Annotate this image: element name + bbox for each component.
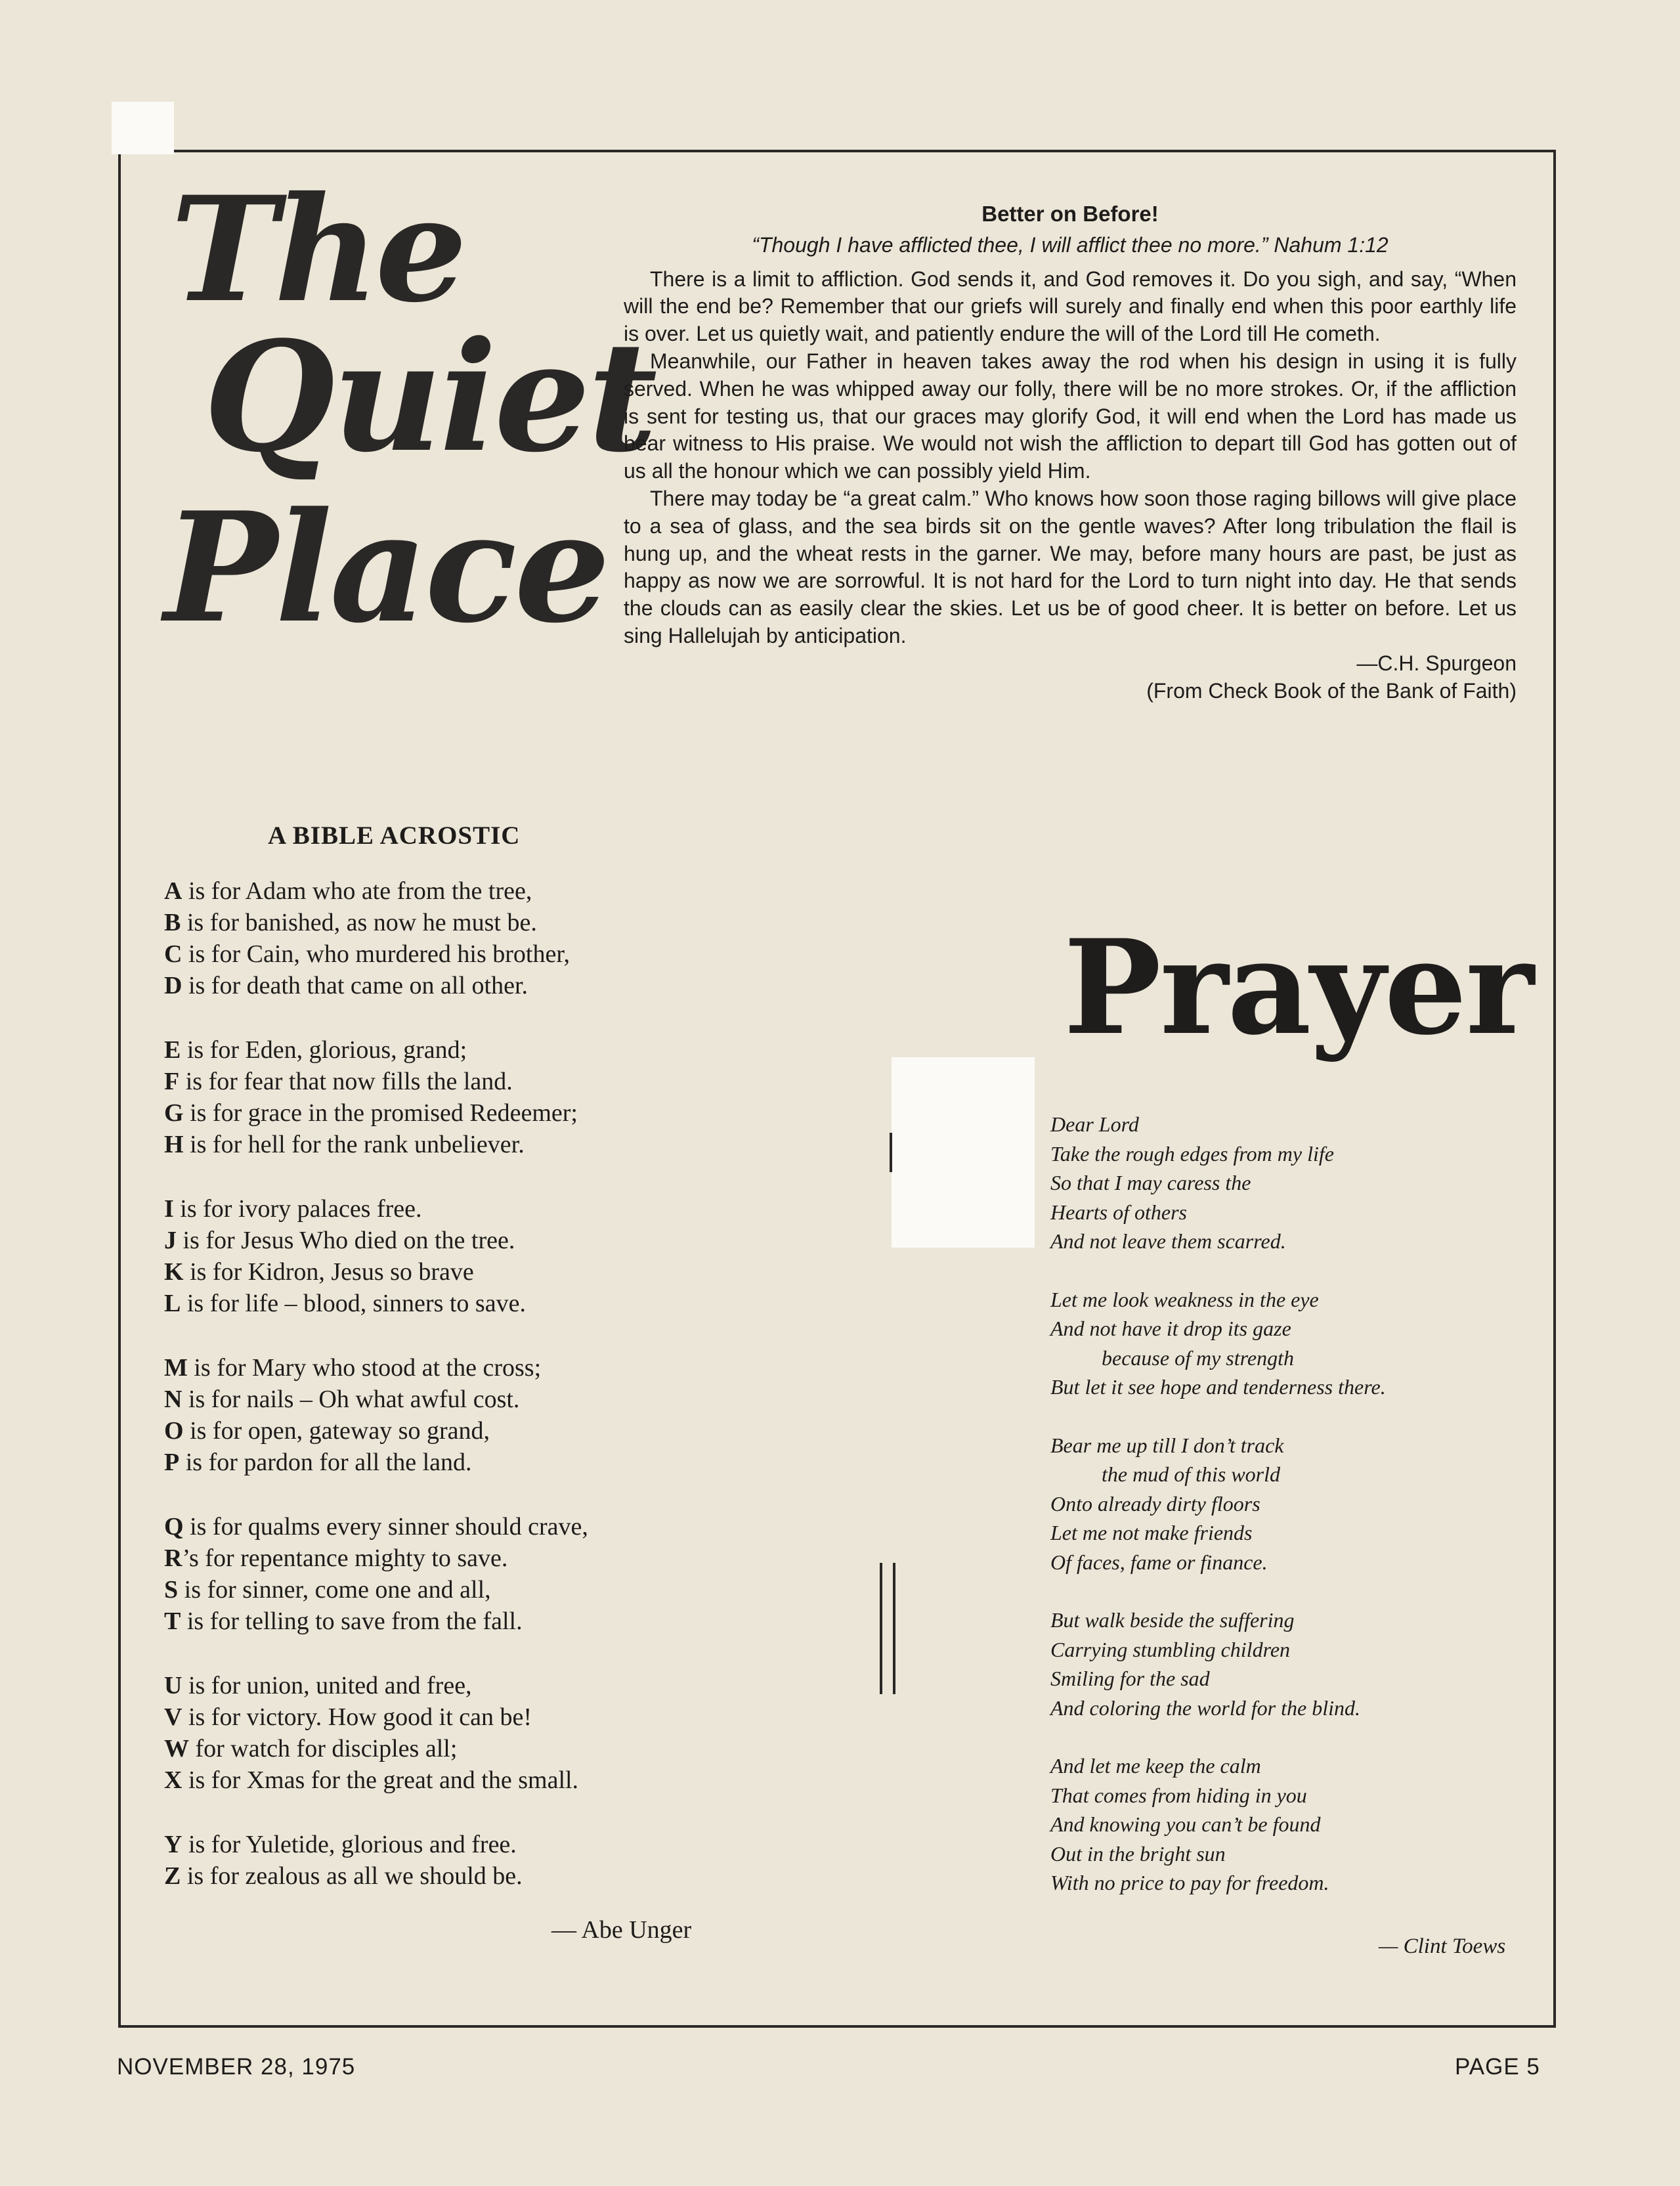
acrostic-text: is for zealous as all we should be.: [181, 1862, 523, 1890]
poem-line: the mud of this world: [1102, 1462, 1281, 1486]
devotional-paragraph: Meanwhile, our Father in heaven takes away the rod when his design in using it is fully served. When he was whipped away our folly, there will be no more strokes. Or, if the affliction is sent for testing us, that our graces may glorify God, it will end when the Lord has made us bear witness to His praise. We would not wish the affliction to depart till God has gotten out of us all the honour which we can possibly yield Him.: [624, 349, 1517, 483]
poem-line: Let me look weakness in the eye: [1050, 1287, 1319, 1311]
devotional-signature: —C.H. Spurgeon: [1356, 651, 1517, 675]
rule-mark: [890, 1133, 892, 1172]
poem-line: And let me keep the calm: [1050, 1754, 1261, 1778]
acrostic-text: is for ivory palaces free.: [173, 1195, 422, 1223]
prayer-author: — Clint Toews: [1379, 1935, 1506, 1958]
poem-line: Let me not make friends: [1050, 1521, 1253, 1544]
acrostic-line: [164, 1415, 755, 1447]
acrostic-letter: U: [164, 1672, 183, 1699]
poem-line: Smiling for the sad: [1050, 1667, 1210, 1690]
acrostic-line: [164, 1034, 755, 1066]
devotional-title: Better on Before!: [981, 202, 1159, 226]
devotional-paragraph: There may today be “a great calm.” Who knows how soon those raging billows will give place to a sea of glass, and the sea birds sit on the gentle waves? After long tribulation the flail is hung up, and the wheat rests in the garner. We may, before many hours are past, be just as happy as now we are sorrowful. It is not hard for the Lord to turn night into day. He that sends the clouds can as easily clear the skies. Let us be of good cheer. It is better on before. Let us sing Hallelujah by anticipation.: [624, 486, 1517, 647]
acrostic-letter: M: [164, 1354, 188, 1382]
acrostic-line: [164, 1097, 755, 1129]
acrostic-line: [164, 1129, 755, 1160]
poem-line: Carrying stumbling children: [1050, 1637, 1291, 1661]
poem-line: because of my strength: [1102, 1345, 1294, 1370]
poem-line: And not have it drop its gaze: [1050, 1317, 1291, 1340]
acrostic-line: [164, 1670, 755, 1701]
acrostic-letter: J: [164, 1227, 177, 1254]
poem-stanza: [1050, 1431, 1523, 1577]
acrostic-letter: W: [164, 1735, 189, 1762]
acrostic-letter: Y: [164, 1831, 183, 1858]
masthead-line-place: Place: [164, 479, 608, 657]
acrostic-text: is for telling to save from the fall.: [181, 1607, 523, 1635]
acrostic-text: is for nails – Oh what awful cost.: [182, 1386, 520, 1413]
acrostic-line: [164, 1447, 755, 1478]
poem-stanza: [1050, 1110, 1523, 1256]
bible-acrostic: [164, 821, 755, 1944]
acrostic-author: — Abe Unger: [551, 1916, 692, 1944]
acrostic-letter: X: [164, 1766, 183, 1794]
poem-line: Take the rough edges from my life: [1050, 1141, 1334, 1166]
acrostic-text: is for banished, as now he must be.: [181, 909, 537, 936]
poem-line: And knowing you can’t be found: [1050, 1812, 1321, 1836]
poem-line: That comes from hiding in you: [1050, 1783, 1307, 1807]
poem-line: So that I may caress the: [1050, 1171, 1251, 1194]
masthead-the-quiet-place: [164, 164, 655, 657]
acrostic-letter: Q: [164, 1513, 184, 1541]
poem-line: Onto already dirty floors: [1050, 1491, 1260, 1516]
poem-line: Hearts of others: [1050, 1200, 1187, 1224]
acrostic-letter: O: [164, 1417, 184, 1445]
devotional-source: (From Check Book of the Bank of Faith): [1146, 678, 1517, 703]
acrostic-text: is for Xmas for the great and the small.: [182, 1766, 579, 1794]
acrostic-text: is for open, gateway so grand,: [183, 1417, 490, 1445]
acrostic-line: [164, 938, 755, 970]
acrostic-text: is for Adam who ate from the tree,: [182, 877, 532, 905]
acrostic-letter: G: [164, 1099, 184, 1127]
acrostic-letter: F: [164, 1068, 180, 1095]
acrostic-text: is for Yuletide, glorious and free.: [182, 1831, 517, 1858]
acrostic-letter: N: [164, 1386, 183, 1413]
acrostic-letter: B: [164, 909, 181, 936]
acrostic-text: is for Kidron, Jesus so brave: [183, 1258, 474, 1286]
acrostic-line: [164, 1225, 755, 1256]
acrostic-stanza: [164, 1829, 755, 1892]
poem-line: Dear Lord: [1050, 1112, 1139, 1136]
acrostic-letter: D: [164, 972, 183, 999]
rule-line: [893, 1563, 895, 1694]
poem-stanza: [1050, 1751, 1523, 1898]
acrostic-stanza: [164, 1670, 755, 1796]
acrostic-letter: E: [164, 1036, 181, 1064]
acrostic-stanza: [164, 1034, 755, 1160]
acrostic-letter: H: [164, 1131, 184, 1158]
poem-line: Out in the bright sun: [1050, 1841, 1226, 1866]
acrostic-text: is for Jesus Who died on the tree.: [177, 1227, 515, 1254]
acrostic-letter: A: [164, 877, 183, 905]
double-rule: [880, 1563, 895, 1694]
poem-stanza: [1050, 1285, 1523, 1402]
acrostic-text: is for Eden, glorious, grand;: [181, 1036, 467, 1064]
acrostic-letter: S: [164, 1576, 179, 1604]
poem-line: Of faces, fame or finance.: [1050, 1550, 1268, 1574]
acrostic-text: is for Cain, who murdered his brother,: [182, 940, 570, 968]
acrostic-line: [164, 1511, 755, 1542]
acrostic-line: [164, 1193, 755, 1225]
acrostic-text: is for grace in the promised Redeemer;: [183, 1099, 578, 1127]
acrostic-line: [164, 1829, 755, 1860]
acrostic-line: [164, 1574, 755, 1606]
poem-line: But let it see hope and tenderness there.: [1050, 1375, 1386, 1399]
acrostic-line: [164, 1733, 755, 1764]
acrostic-letter: K: [164, 1258, 184, 1286]
devotional-verse: “Though I have afflicted thee, I will afflict thee no more.” Nahum 1:12: [752, 232, 1389, 257]
acrostic-letter: L: [164, 1290, 181, 1317]
acrostic-line: [164, 1256, 755, 1288]
acrostic-text: is for union, united and free,: [182, 1672, 472, 1699]
acrostic-line: [164, 875, 755, 907]
acrostic-line: [164, 1701, 755, 1733]
acrostic-text: ’s for repentance mighty to save.: [182, 1544, 508, 1572]
acrostic-text: is for hell for the rank unbeliever.: [183, 1131, 525, 1158]
acrostic-text: is for qualms every sinner should crave,: [183, 1513, 588, 1541]
poem-line: Bear me up till I don’t track: [1050, 1433, 1284, 1457]
page-number: PAGE 5: [1455, 2054, 1540, 2080]
acrostic-stanza: [164, 1352, 755, 1478]
acrostic-text: is for sinner, come one and all,: [178, 1576, 491, 1604]
acrostic-line: [164, 1606, 755, 1637]
acrostic-stanza: [164, 1511, 755, 1637]
acrostic-text: is for pardon for all the land.: [179, 1449, 472, 1476]
poem-line: But walk beside the suffering: [1050, 1608, 1295, 1632]
acrostic-letter: P: [164, 1449, 180, 1476]
acrostic-text: is for death that came on all other.: [182, 972, 528, 999]
acrostic-text: is for fear that now fills the land.: [179, 1068, 513, 1095]
devotional-paragraph: There is a limit to affliction. God sends it, and God removes it. Do you sigh, and say, “When will the end be? Remember that our griefs will surely and finally end when this poor earthly life is over. Let us quietly wait, and patiently endure the will of the Lord till He cometh.: [624, 267, 1517, 346]
acrostic-stanzas: [164, 875, 755, 1892]
prayer-poem: [1050, 1110, 1523, 1927]
acrostic-line: [164, 907, 755, 938]
blank-patch: [892, 1057, 1035, 1248]
acrostic-text: for watch for disciples all;: [189, 1735, 458, 1762]
acrostic-text: is for victory. How good it can be!: [182, 1703, 532, 1731]
poem-line: And coloring the world for the blind.: [1050, 1695, 1360, 1720]
acrostic-title: A BIBLE ACROSTIC: [268, 821, 521, 850]
poem-stanza: [1050, 1606, 1523, 1722]
acrostic-stanza: [164, 1193, 755, 1319]
acrostic-letter: V: [164, 1703, 183, 1731]
acrostic-line: [164, 1860, 755, 1892]
masthead-line-quiet: Quiet: [204, 309, 655, 486]
acrostic-text: is for life – blood, sinners to save.: [181, 1290, 526, 1317]
poem-line: And not leave them scarred.: [1050, 1229, 1286, 1253]
masthead-line-the: The: [171, 164, 463, 334]
acrostic-stanza: [164, 875, 755, 1001]
acrostic-line: [164, 1542, 755, 1574]
acrostic-line: [164, 1764, 755, 1796]
acrostic-line: [164, 1288, 755, 1319]
acrostic-letter: Z: [164, 1862, 181, 1890]
acrostic-letter: C: [164, 940, 183, 968]
poem-line: With no price to pay for freedom.: [1050, 1871, 1329, 1894]
rule-line: [880, 1563, 882, 1694]
acrostic-line: [164, 1384, 755, 1415]
blank-patch: [112, 102, 174, 154]
issue-date: NOVEMBER 28, 1975: [117, 2054, 356, 2080]
acrostic-line: [164, 1066, 755, 1097]
acrostic-letter: R: [164, 1544, 183, 1572]
acrostic-text: is for Mary who stood at the cross;: [187, 1354, 542, 1382]
acrostic-line: [164, 970, 755, 1001]
devotional-article: [624, 200, 1517, 705]
acrostic-letter: I: [164, 1195, 174, 1223]
acrostic-letter: T: [164, 1607, 181, 1635]
acrostic-line: [164, 1352, 755, 1384]
prayer-heading: Prayer: [1064, 911, 1533, 1064]
